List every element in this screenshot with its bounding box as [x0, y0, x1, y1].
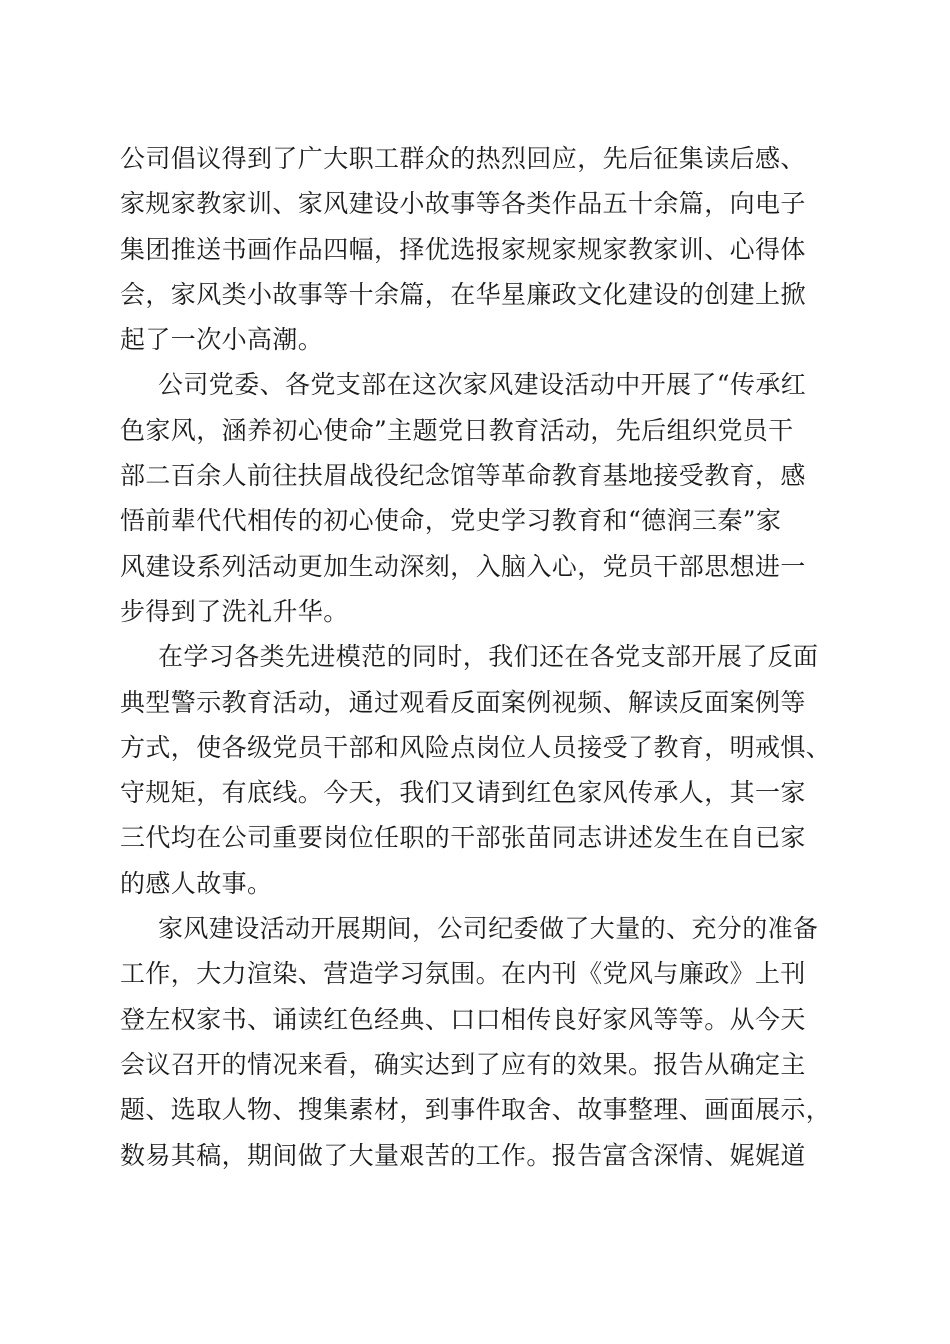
paragraph-3-line-1: 在学习各类先进模范的同时，我们还在各党支部开展了反面 — [158, 642, 819, 672]
paragraph-3-line-6: 的感人故事。 — [120, 868, 273, 898]
paragraph-1-line-1: 公司倡议得到了广大职工群众的热烈回应，先后征集读后感、 — [120, 144, 806, 173]
paragraph-1-line-4: 会，家风类小故事等十余篇，在华星廉政文化建设的创建上掀 — [120, 279, 806, 309]
paragraph-2-line-2: 色家风，涵养初心使命”主题党日教育活动，先后组织党员干 — [120, 415, 794, 445]
paragraph-2-line-6: 步得到了洗礼升华。 — [120, 596, 349, 626]
paragraph-3-line-2: 典型警示教育活动，通过观看反面案例视频、解读反面案例等 — [120, 687, 806, 717]
body-text — [120, 136, 830, 1178]
paragraph-1-line-2: 家规家教家训、家风建设小故事等各类作品五十余篇，向电子 — [120, 189, 806, 219]
paragraph-1-line-5: 起了一次小高潮。 — [120, 325, 324, 355]
paragraph-1-line-3: 集团推送书画作品四幅，择优选报家规家规家教家训、心得体 — [120, 234, 806, 264]
paragraph-4-line-6: 数易其稿，期间做了大量艰苦的工作。报告富含深情、娓娓道 — [120, 1140, 806, 1170]
paragraph-4-line-1: 家风建设活动开展期间，公司纪委做了大量的、充分的准备 — [158, 914, 819, 944]
paragraph-4-line-4: 会议召开的情况来看，确实达到了应有的效果。报告从确定主 — [120, 1049, 806, 1079]
paragraph-4-line-3: 登左权家书、诵读红色经典、口口相传良好家风等等。从今天 — [120, 1004, 806, 1034]
paragraph-3-line-3: 方式，使各级党员干部和风险点岗位人员接受了教育，明戒惧、 — [120, 732, 832, 762]
paragraph-2-line-4: 悟前辈代代相传的初心使命，党史学习教育和“德润三秦”家 — [120, 506, 782, 536]
paragraph-4-line-2: 工作，大力渲染、营造学习氛围。在内刊《党风与廉政》上刊 — [120, 959, 806, 989]
paragraph-2-line-5: 风建设系列活动更加生动深刻，入脑入心，党员干部思想进一 — [120, 551, 806, 581]
paragraph-2-line-3: 部二百余人前往扶眉战役纪念馆等革命教育基地接受教育，感 — [120, 461, 806, 491]
paragraph-4-line-5: 题、选取人物、搜集素材，到事件取舍、故事整理、画面展示， — [120, 1095, 832, 1125]
paragraph-3-line-5: 三代均在公司重要岗位任职的干部张苗同志讲述发生在自已家 — [120, 823, 806, 853]
paragraph-3-line-4: 守规矩，有底线。今天，我们又请到红色家风传承人，其一家 — [120, 778, 806, 808]
paragraph-2-line-1: 公司党委、各党支部在这次家风建设活动中开展了“传承红 — [158, 370, 807, 400]
